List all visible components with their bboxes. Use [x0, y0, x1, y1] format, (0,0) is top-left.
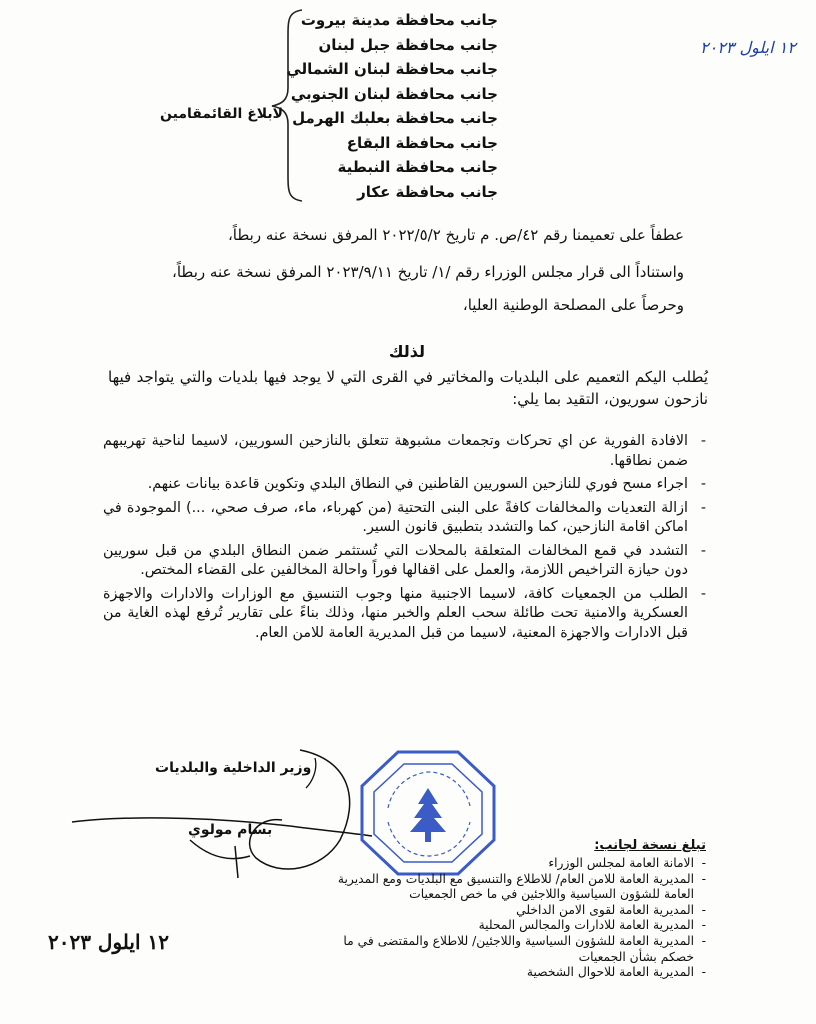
copy-recipient: - المديرية العامة للادارات والمجالس المحلية — [326, 918, 706, 934]
copy-recipient: - المديرية العامة للاحوال الشخصية — [326, 965, 706, 981]
paragraph-national-interest: وحرصاً على المصلحة الوطنية العليا، — [462, 296, 684, 314]
notify-label: لابلاغ القائمقامين — [160, 106, 284, 122]
paragraph-reference-decision: واستناداً الى قرار مجلس الوزراء رقم /١/ تاريخ ٢٠٢٣/٩/١١ المرفق نسخة عنه ربطاً، — [172, 263, 684, 281]
date-stamp-top: ١٢ ايلول ٢٠٢٣ — [700, 38, 796, 57]
therefore-heading: لذلك — [388, 342, 425, 361]
paragraph-reference-circular: عطفاً على تعميمنا رقم ٤٢/ص. م تاريخ ٢٠٢٢/٥/٢ المرفق نسخة عنه ربطاً، — [227, 226, 684, 244]
instruction-item: - الطلب من الجمعيات كافة، لاسيما الاجنبية منها وجوب التنسيق مع الوزارات والادارات والاجهزة العسكرية والامنية تحت طائلة سحب العلم والخبر منها، وذلك بناءً على تقارير تُرفع لهذه الغاية من قبل الادارات والاجهزة المعنية، لاسيما من قبل المديرية العامة للامن العام. — [103, 585, 708, 644]
addressee: جانب محافظة مدينة بيروت — [300, 11, 498, 29]
minister-name: بسام مولوي — [188, 822, 273, 838]
copies-title: تبلغ نسخة لجانب: — [594, 838, 706, 853]
addressee: جانب محافظة بعلبك الهرمل — [292, 109, 498, 127]
addressee: جانب محافظة عكار — [357, 182, 498, 201]
copies-list — [326, 856, 706, 981]
addressee: جانب محافظة لبنان الشمالي — [286, 60, 498, 78]
copy-recipient: - الامانة العامة لمجلس الوزراء — [326, 856, 706, 872]
copy-recipient: - المديرية العامة للشؤون السياسية واللاجئين/ للاطلاع والمقتضى في ما خصكم بشأن الجمعيات — [326, 934, 706, 965]
date-stamp-bottom: ١٢ ايلول ٢٠٢٣ — [48, 930, 169, 954]
addressee: جانب محافظة البقاع — [346, 133, 498, 152]
copy-recipient: - المديرية العامة للامن العام/ للاطلاع والتنسيق مع البلديات ومع المديرية العامة للشؤون السياسية واللاجئين في ما خص الجمعيات — [326, 872, 706, 903]
copy-recipient: - المديرية العامة لقوى الامن الداخلي — [326, 903, 706, 919]
minister-title: وزير الداخلية والبلديات — [155, 760, 312, 776]
addressee: جانب محافظة جبل لبنان — [318, 35, 498, 54]
instruction-item: - الافادة الفورية عن اي تحركات وتجمعات مشبوهة تتعلق بالنازحين السوريين، لاسيما لناحية تهريبهم ضمن نطاقها. — [103, 432, 708, 471]
addressee: جانب محافظة لبنان الجنوبي — [290, 84, 498, 103]
instruction-item: - اجراء مسح فوري للنازحين السوريين القاطنين في النطاق البلدي وتكوين قاعدة بيانات عنهم. — [103, 475, 708, 495]
instruction-item: - التشدد في قمع المخالفات المتعلقة بالمحلات التي تُستثمر ضمن النطاق البلدي من قبل سوريين دون حيازة التراخيص اللازمة، والعمل على اقفالها فوراً واحالة المخالفين على القضاء المختص. — [103, 542, 708, 581]
request-intro: يُطلب اليكم التعميم على البلديات والمخاتير في القرى التي لا يوجد فيها بلديات والتي يتواجد فيها نازحون سوريون، التقيد بما يلي: — [108, 368, 708, 408]
instructions-list — [103, 432, 708, 647]
addressee: جانب محافظة النبطية — [337, 158, 498, 176]
instruction-item: - ازالة التعديات والمخالفات كافةً على البنى التحتية (من كهرباء، ماء، صرف صحي، ...) الموجودة في اماكن اقامة النازحين، كما والتشدد بتطبيق قانون السير. — [103, 499, 708, 538]
